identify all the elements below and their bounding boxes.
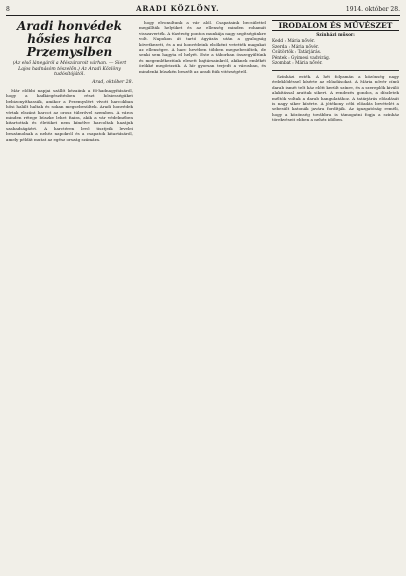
masthead	[6, 4, 400, 16]
columns	[6, 20, 400, 572]
article-subtitle: (Az első lánegáról a Mészáraroit várhan. — Siert Lajos hadnásóm tészelőn.) Az Aradi Közlöny tudósítójától.	[12, 61, 127, 77]
program-line: Csütörtök : Tatárjárás.	[272, 50, 322, 56]
article-body: Már előbbi napjai szállít kézaiink a fő-hadnagyításáról, hogy a hadkiegészítésben részt hősiességüket bebizonyíthassák, amikor a Przemyslért vívott harcokban hősi halált haltak és sokan megsebesültek. Aradi honvédek vívtak elszánt harcot az orosz túlerővel szemben. A város minden rétege büszke lehet fiaira, akik a vár védelmében kitartottak és életüket nem kímélve harcoltak hazájuk szabadságáért. A harctéren levő tisztjeik levelei beszámolnak a nehéz napokról és a csapatok kitartásáról, amely példát mutat az egész ország számára.	[6, 87, 133, 142]
article-headline: Aradi honvédek hősies harca Przemyslben	[17, 20, 122, 59]
program-line: Szerda : Mária nővér.	[272, 44, 319, 50]
issue-date: 1914. október 28.	[345, 6, 400, 13]
newspaper-title: ARADI KÖZLÖNY.	[136, 4, 220, 13]
column-3	[272, 20, 399, 572]
program-line: Szombat : Mária nővér.	[272, 61, 323, 67]
divider	[272, 70, 399, 71]
program-label: Színházi műsor:	[316, 33, 355, 39]
column-2	[139, 20, 266, 572]
column-2-body: hogy elvonultunk a vár alól. Csapataink becsülettel megállták helyüket és az ellenség minden rohamát visszaverték. A tüzérség pontos munkája nagy segítségünkre volt. Napokon át tartó ágyúzás után a gyalogság következett, és a mi honvédeink elsőként vetették magukat az ellenségre. A harc hevében többen megsebesültek, de senki sem hagyta el helyét. Este a táborban összegyűltünk és megemlékeztünk elesett bajtársainkról, akiknek emlékét örökké megőrizzük. A hír gyorsan terjedt a városban, és mindenki büszkén beszélt az aradi fiúk vitézségéről.	[139, 20, 266, 74]
page-number: 8	[6, 6, 10, 13]
column-3-body: Színházi esték. A hét folyamán a közönség nagy érdeklődéssel kísérte az előadásokat. A Mária nővér című darab ismét telt ház előtt került színre, és a szereplők kiváló alakítással arattak sikert. A rendezés gondos, a díszletek méltók voltak a darab hangulatához. A tatárjárás előadását is nagy siker kísérte. A jótékony célú előadás bevételét a sebesült katonák javára fordítják. Az igazgatóság reméli, hogy a közönség továbbra is támogatni fogja a színház törekvéseit ebben a nehéz időben.	[272, 73, 399, 123]
theater-program	[272, 33, 399, 67]
column-1	[6, 20, 133, 572]
article-dateline: Arad, október 28.	[92, 79, 133, 85]
program-line: Kedd : Mária nővér.	[272, 39, 315, 44]
program-line: Péntek : Gyimesi vadvirág.	[272, 55, 331, 61]
section-title: IRODALOM ÉS MŰVÉSZET	[272, 20, 399, 31]
